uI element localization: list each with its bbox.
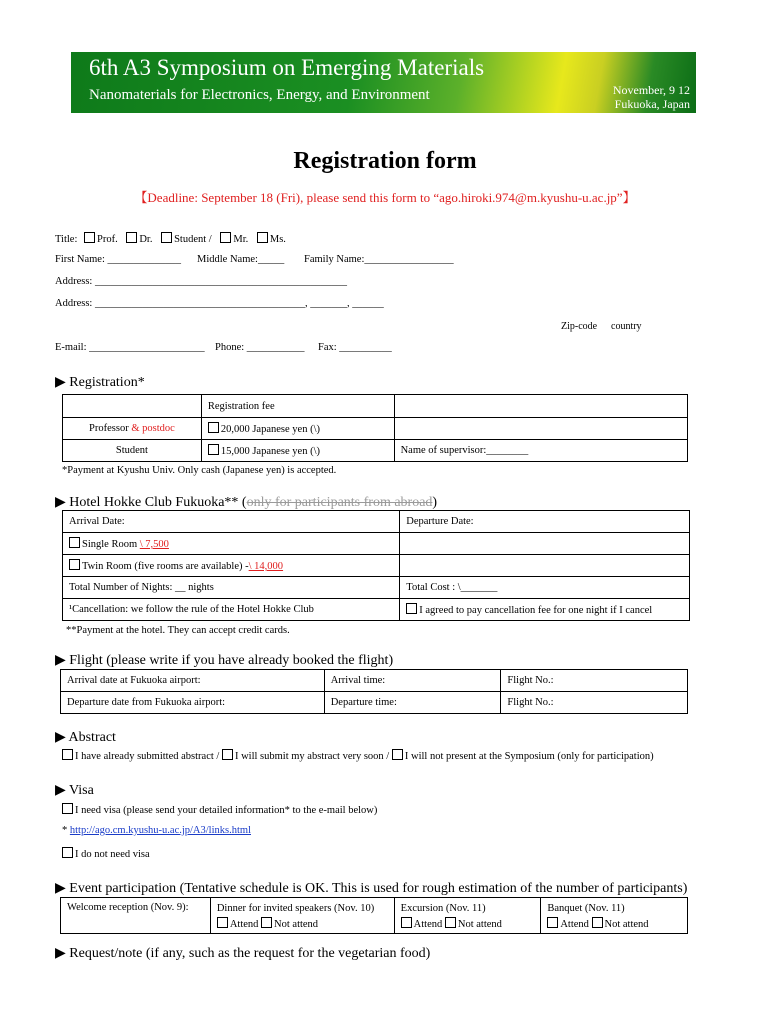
flight-heading: ▶ Flight (please write if you have already booked the flight) [55, 653, 394, 668]
abstract-submitted-label: I have already submitted abstract / [75, 751, 220, 762]
hotel-payment-note: **Payment at the hotel. They can accept credit cards. [66, 625, 290, 636]
welcome-reception-cell: Welcome reception (Nov. 9): [61, 898, 211, 934]
professor-row-label [63, 418, 202, 440]
dr-option-label: Dr. [139, 234, 153, 245]
student-fee: 15,000 Japanese yen (\) [220, 446, 320, 457]
dinner-cell [210, 898, 394, 934]
symposium-banner [71, 52, 696, 113]
dinner-attend-label: Attend [229, 919, 259, 930]
flight-table [60, 669, 688, 714]
family-name-field[interactable]: Family Name:_________________ [304, 254, 454, 265]
arrival-date-field[interactable]: Arrival Date: [63, 511, 400, 533]
departure-flight-no-field[interactable]: Flight No.: [501, 692, 688, 714]
no-present-checkbox[interactable] [392, 749, 403, 760]
excursion-not-attend-label: Not attend [457, 919, 502, 930]
banquet-attend-label: Attend [560, 919, 589, 930]
banner-date: November, 9 12 [612, 83, 690, 97]
country-label: country [611, 321, 642, 332]
no-visa-label: I do not need visa [75, 849, 150, 860]
agree-cancellation-checkbox[interactable] [406, 603, 417, 614]
phone-field[interactable]: Phone: ___________ [215, 342, 305, 353]
no-visa-checkbox[interactable] [62, 847, 73, 858]
hotel-heading-text: ▶ Hotel Hokke Club Fukuoka** ( [55, 495, 247, 510]
arrival-flight-no-field[interactable]: Flight No.: [501, 670, 688, 692]
twin-room-price: \ 14,000 [248, 561, 284, 572]
postdoc-label: & postdoc [131, 423, 175, 434]
request-heading: ▶ Request/note (if any, such as the request for the vegetarian food) [55, 946, 431, 961]
reg-empty-cell [63, 395, 202, 418]
fax-field[interactable]: Fax: __________ [318, 342, 392, 353]
banquet-not-attend-label: Not attend [604, 919, 649, 930]
hotel-heading-strike: only for participants from abroad [246, 495, 433, 510]
reg-fee-header: Registration fee [201, 395, 394, 418]
deadline-notice: 【Deadline: September 18 (Fri), please send this form to “ago.hiroki.974@m.kyushu-u.ac.jp”】 [134, 190, 636, 205]
visa-info-link[interactable]: http://ago.cm.kyushu-u.ac.jp/A3/links.html [69, 825, 251, 836]
reg-empty-cell-3 [394, 418, 687, 440]
banquet-not-attend-checkbox[interactable] [592, 917, 603, 928]
student-fee-cell [201, 440, 394, 462]
excursion-label: Excursion (Nov. 11) [400, 903, 486, 914]
professor-label: Professor [89, 423, 132, 434]
abstract-submitted-checkbox[interactable] [62, 749, 73, 760]
abstract-soon-checkbox[interactable] [222, 749, 233, 760]
banquet-cell [541, 898, 688, 934]
address1-field[interactable]: Address: ________________________________________________ [55, 276, 347, 287]
ms-checkbox[interactable] [257, 232, 268, 243]
banquet-attend-checkbox[interactable] [547, 917, 558, 928]
registration-heading: ▶ Registration* [55, 375, 145, 390]
registration-payment-note: *Payment at Kyushu Univ. Only cash (Japanese yen) is accepted. [62, 465, 337, 476]
nights-field[interactable]: Total Number of Nights: __ nights [63, 577, 400, 599]
cancellation-note: ¹Cancellation: we follow the rule of the Hotel Hokke Club [63, 599, 400, 621]
excursion-cell [394, 898, 541, 934]
hotel-heading-close: ) [432, 495, 438, 510]
title-row [55, 232, 286, 245]
banner-place: Fukuoka, Japan [614, 97, 690, 111]
registration-table [62, 394, 688, 462]
prof-option-label: Prof. [97, 234, 118, 245]
excursion-not-attend-checkbox[interactable] [445, 917, 456, 928]
departure-date-airport-field[interactable]: Departure date from Fukuoka airport: [61, 692, 325, 714]
abstract-heading: ▶ Abstract [55, 730, 116, 745]
twin-room-label: Twin Room (five rooms are available) - [82, 561, 249, 572]
excursion-attend-checkbox[interactable] [401, 917, 412, 928]
hotel-table [62, 510, 690, 621]
email-field[interactable]: E-mail: ______________________ [55, 342, 205, 353]
middle-name-field[interactable]: Middle Name:_____ [197, 254, 285, 265]
professor-fee: 20,000 Japanese yen (\) [220, 424, 320, 435]
excursion-attend-label: Attend [413, 919, 443, 930]
student-fee-checkbox[interactable] [208, 444, 219, 455]
zip-code-label: Zip-code [561, 321, 598, 332]
hotel-empty-cell-2 [400, 555, 690, 577]
address2-field[interactable]: Address: ________________________________________, _______, ______ [55, 298, 384, 309]
single-room-checkbox[interactable] [69, 537, 80, 548]
departure-date-field[interactable]: Departure Date: [400, 511, 690, 533]
prof-checkbox[interactable] [84, 232, 95, 243]
departure-time-field[interactable]: Departure time: [324, 692, 501, 714]
dinner-attend-checkbox[interactable] [217, 917, 228, 928]
agree-cancellation-label: I agreed to pay cancellation fee for one night if I cancel [419, 605, 653, 616]
professor-fee-checkbox[interactable] [208, 422, 219, 433]
dinner-label: Dinner for invited speakers (Nov. 10) [216, 903, 375, 914]
dinner-not-attend-checkbox[interactable] [261, 917, 272, 928]
need-visa-option [62, 803, 377, 816]
visa-heading: ▶ Visa [55, 783, 94, 798]
events-table [60, 897, 688, 934]
visa-link-row [62, 825, 251, 836]
hotel-empty-cell [400, 533, 690, 555]
events-heading: ▶ Event participation (Tentative schedule is OK. This is used for rough estimation of the number of participants) [55, 881, 688, 896]
total-cost-field[interactable]: Total Cost : \_______ [400, 577, 690, 599]
twin-room-checkbox[interactable] [69, 559, 80, 570]
mr-checkbox[interactable] [220, 232, 231, 243]
reg-empty-cell-2 [394, 395, 687, 418]
single-room-cell [63, 533, 400, 555]
first-name-field[interactable]: First Name: ______________ [55, 254, 181, 265]
single-room-price: \ 7,500 [139, 539, 169, 550]
supervisor-field[interactable]: Name of supervisor:________ [394, 440, 687, 462]
no-present-label: I will not present at the Symposium (only for participation) [404, 751, 654, 762]
banner-subtitle: Nanomaterials for Electronics, Energy, and Environment [89, 87, 430, 103]
arrival-date-airport-field[interactable]: Arrival date at Fukuoka airport: [61, 670, 325, 692]
form-title: Registration form [293, 148, 477, 174]
no-visa-option [62, 847, 150, 860]
banquet-label: Banquet (Nov. 11) [547, 903, 625, 914]
title-label: Title: [55, 234, 78, 245]
dinner-not-attend-label: Not attend [274, 919, 319, 930]
hotel-heading [55, 494, 437, 511]
banner-title: 6th A3 Symposium on Emerging Materials [89, 55, 485, 80]
need-visa-label: I need visa (please send your detailed information* to the e-mail below) [75, 805, 378, 816]
twin-room-cell [63, 555, 400, 577]
dr-checkbox[interactable] [126, 232, 137, 243]
visa-link-prefix: * [62, 825, 70, 836]
student-row-label: Student [63, 440, 202, 462]
professor-fee-cell [201, 418, 394, 440]
abstract-options [62, 749, 654, 762]
agree-cell [400, 599, 690, 621]
student-checkbox[interactable] [161, 232, 172, 243]
arrival-time-field[interactable]: Arrival time: [324, 670, 501, 692]
single-room-label: Single Room [82, 539, 140, 550]
need-visa-checkbox[interactable] [62, 803, 73, 814]
ms-option-label: Ms. [269, 234, 286, 245]
student-option-label: Student / [174, 234, 212, 245]
abstract-soon-label: I will submit my abstract very soon / [234, 751, 390, 762]
mr-option-label: Mr. [233, 234, 249, 245]
